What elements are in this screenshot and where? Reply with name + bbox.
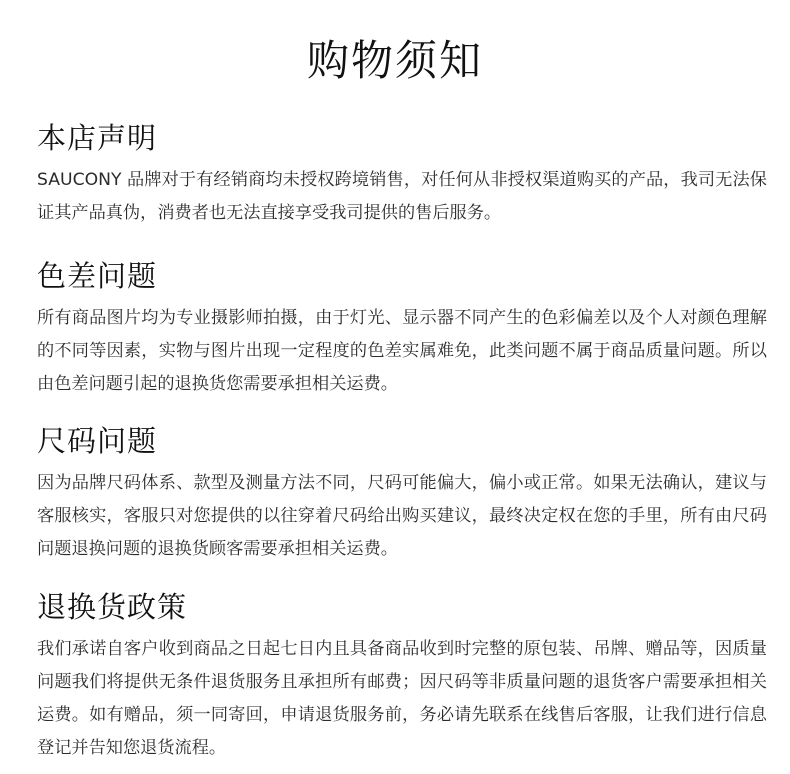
section-body: 因为品牌尺码体系、款型及测量方法不同，尺码可能偏大，偏小或正常。如果无法确认，建议与客服核实，客服只对您提供的以往穿着尺码给出购买建议，最终决定权在您的手里，所有由尺码问题退换问题的退换货顾客需要承担相关运费。 <box>37 473 767 559</box>
section-body: 我们承诺自客户收到商品之日起七日内且具备商品收到时完整的原包装、吊牌、赠品等，因质量问题我们将提供无条件退货服务且承担所有邮费；因尺码等非质量问题的退货客户需要承担相关运费。如有赠品，须一同寄回，申请退货服务前，务必请先联系在线售后客服，让我们进行信息登记并告知您退货流程。 <box>37 639 767 758</box>
section-return-policy <box>37 587 767 765</box>
section-heading: 退换货政策 <box>37 590 188 624</box>
section-store-statement <box>37 118 767 230</box>
section-body: 所有商品图片均为专业摄影师拍摄，由于灯光、显示器不同产生的色彩偏差以及个人对颜色理解的不同等因素，实物与图片出现一定程度的色差实属难免，此类问题不属于商品质量问题。所以由色差问题引起的退换货您需要承担相关运费。 <box>37 308 767 394</box>
section-heading: 本店声明 <box>37 121 158 155</box>
section-heading: 色差问题 <box>37 259 158 293</box>
section-size-issue <box>37 421 767 566</box>
section-body: SAUCONY 品牌对于有经销商均未授权跨境销售，对任何从非授权渠道购买的产品，我司无法保证其产品真伪，消费者也无法直接享受我司提供的售后服务。 <box>37 170 767 223</box>
page-title: 购物须知 <box>306 36 483 85</box>
section-heading: 尺码问题 <box>37 424 158 458</box>
section-color-difference <box>37 256 767 401</box>
